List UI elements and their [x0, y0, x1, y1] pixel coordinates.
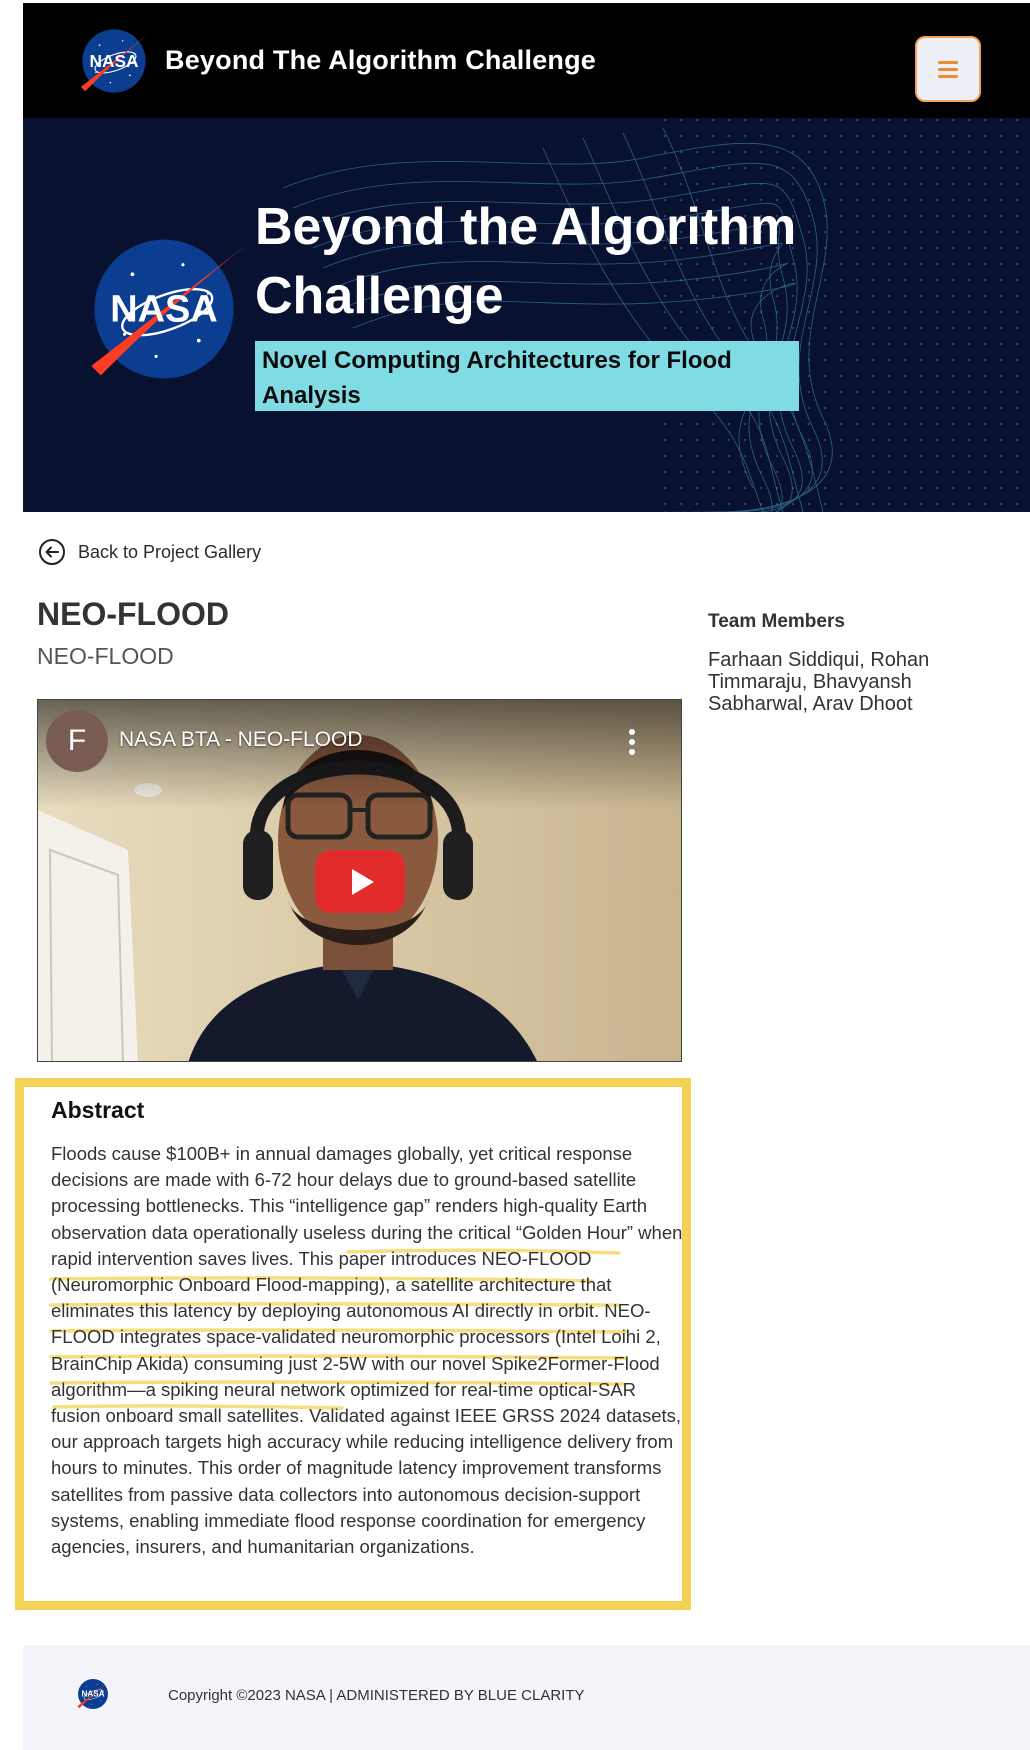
project-title: NEO-FLOOD — [37, 596, 229, 632]
hamburger-menu-button[interactable] — [915, 36, 981, 102]
abstract-section — [15, 1078, 691, 1610]
nasa-logo-icon — [85, 230, 243, 388]
hero-banner — [23, 118, 1030, 512]
footer-copyright: Copyright ©2023 NASA | ADMINISTERED BY BLUE CLARITY — [168, 1687, 585, 1704]
nasa-logo-icon[interactable] — [78, 25, 150, 97]
video-player[interactable] — [37, 699, 682, 1062]
top-navbar — [23, 3, 1030, 118]
more-options-icon[interactable] — [622, 724, 642, 760]
hero-subtitle: Novel Computing Architectures for Flood Analysis — [255, 341, 799, 411]
hamburger-menu-icon — [938, 61, 958, 64]
video-title[interactable]: NASA BTA - NEO-FLOOD — [119, 728, 363, 751]
site-title[interactable]: Beyond The Algorithm Challenge — [165, 45, 597, 75]
arrow-left-circle-icon — [38, 538, 66, 566]
channel-avatar[interactable]: F — [46, 710, 108, 772]
hamburger-menu-icon-bar — [938, 75, 958, 78]
play-icon — [352, 869, 374, 895]
team-members-heading: Team Members — [708, 611, 845, 632]
back-to-gallery-link[interactable] — [38, 538, 261, 566]
hamburger-menu-icon-bar — [938, 68, 958, 71]
team-members-list: Farhaan Siddiqui, Rohan Timmaraju, Bhavyansh Sabharwal, Arav Dhoot — [708, 649, 930, 715]
abstract-heading: Abstract — [51, 1097, 145, 1123]
play-button[interactable] — [315, 850, 405, 913]
back-link-label: Back to Project Gallery — [78, 541, 262, 562]
site-footer — [23, 1645, 1030, 1750]
project-subtitle: NEO-FLOOD — [37, 643, 174, 669]
nasa-logo-icon[interactable] — [76, 1677, 110, 1711]
hero-title: Beyond the Algorithm Challenge — [255, 198, 797, 325]
abstract-text: Floods cause $100B+ in annual damages globally, yet critical response decisions are made with 6-72 hour delays due to ground-based satellite processing bottlenecks. This “intelligence gap” renders high-quality Earth observation data operationally useless during the critical “Golden Hour” when rapid intervention saves lives. This paper introduces NEO-FLOOD (Neuromorphic Onboard Flood-mapping), a satellite architecture that eliminates this latency by deploying autonomous AI directly in orbit. NEO-FLOOD integrates space-validated neuromorphic processors (Intel Loihi 2, BrainChip Akida) consuming just 2-5W with our novel Spike2Former-Flood algorithm—a spiking neural network optimized for real-time optical-SAR fusion onboard small satellites. Validated against IEEE GRSS 2024 datasets, our approach targets high accuracy while reducing intelligence delivery from hours to minutes. This order of magnitude latency improvement transforms satellites from passive data collectors into autonomous decision-support systems, enabling immediate flood response coordination for emergency agencies, insurers, and humanitarian organizations. — [51, 1143, 683, 1558]
